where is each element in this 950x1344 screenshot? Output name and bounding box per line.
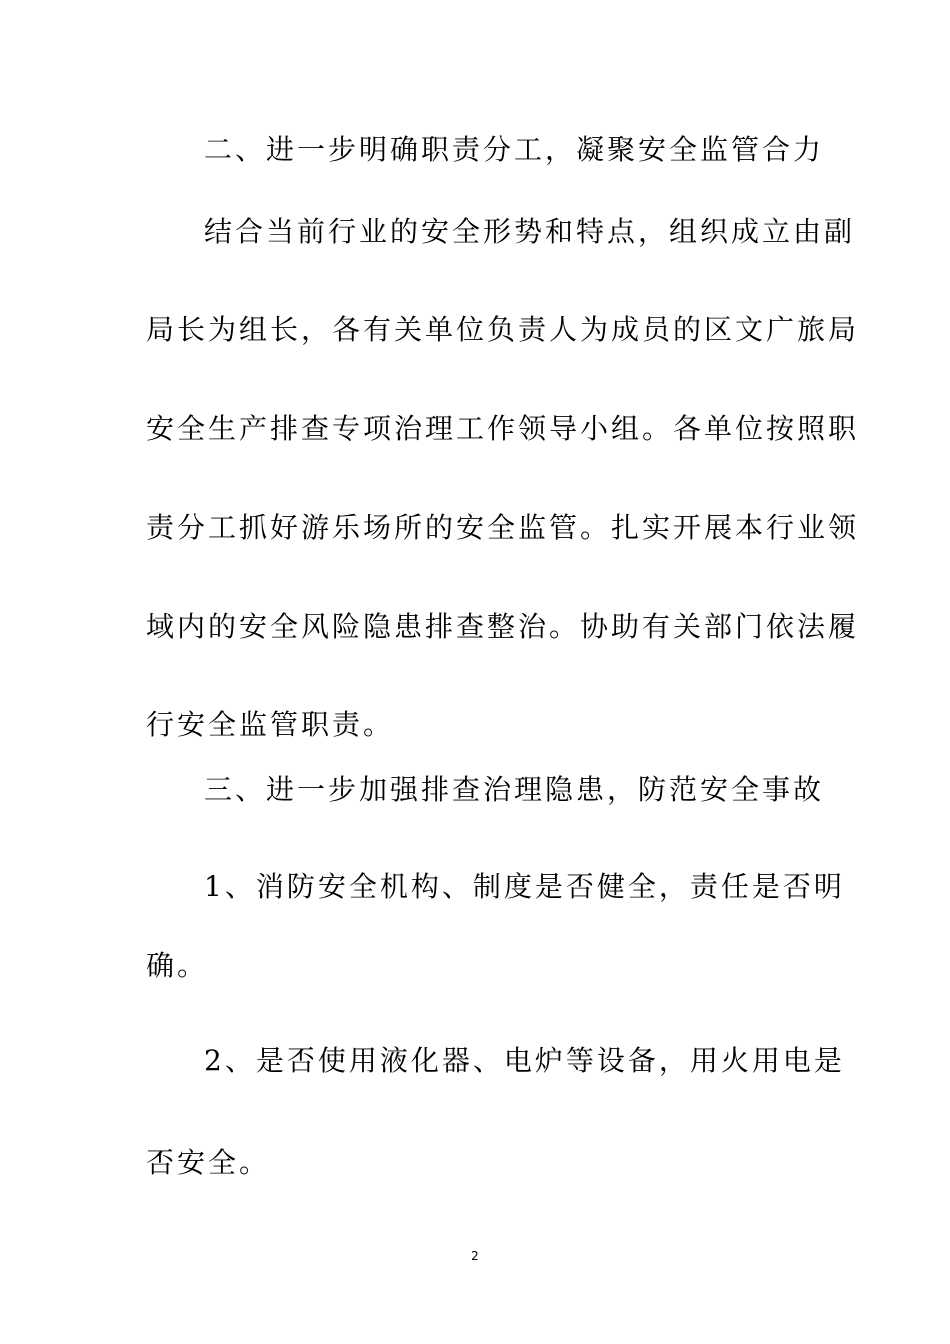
page-number: 2: [471, 1249, 479, 1263]
section-heading-3: 三、进一步加强排查治理隐患，防范安全事故: [204, 773, 825, 806]
list-item-2-cont: 否安全。: [146, 1146, 271, 1179]
paragraph-line: 责分工抓好游乐场所的安全监管。扎实开展本行业领: [146, 511, 860, 544]
paragraph-line: 行安全监管职责。: [146, 708, 395, 741]
list-item-1: 1、消防安全机构、制度是否健全，责任是否明: [204, 870, 845, 903]
section-heading-2: 二、进一步明确职责分工，凝聚安全监管合力: [204, 133, 825, 166]
list-item-1-cont: 确。: [146, 949, 209, 982]
paragraph-line: 安全生产排查专项治理工作领导小组。各单位按照职: [146, 412, 860, 445]
paragraph-line: 结合当前行业的安全形势和特点，组织成立由副: [204, 215, 856, 248]
list-item-2: 2、是否使用液化器、电炉等设备，用火用电是: [204, 1044, 845, 1077]
paragraph-line: 局长为组长，各有关单位负责人为成员的区文广旅局: [146, 313, 860, 346]
paragraph-line: 域内的安全风险隐患排查整治。协助有关部门依法履: [146, 610, 860, 643]
